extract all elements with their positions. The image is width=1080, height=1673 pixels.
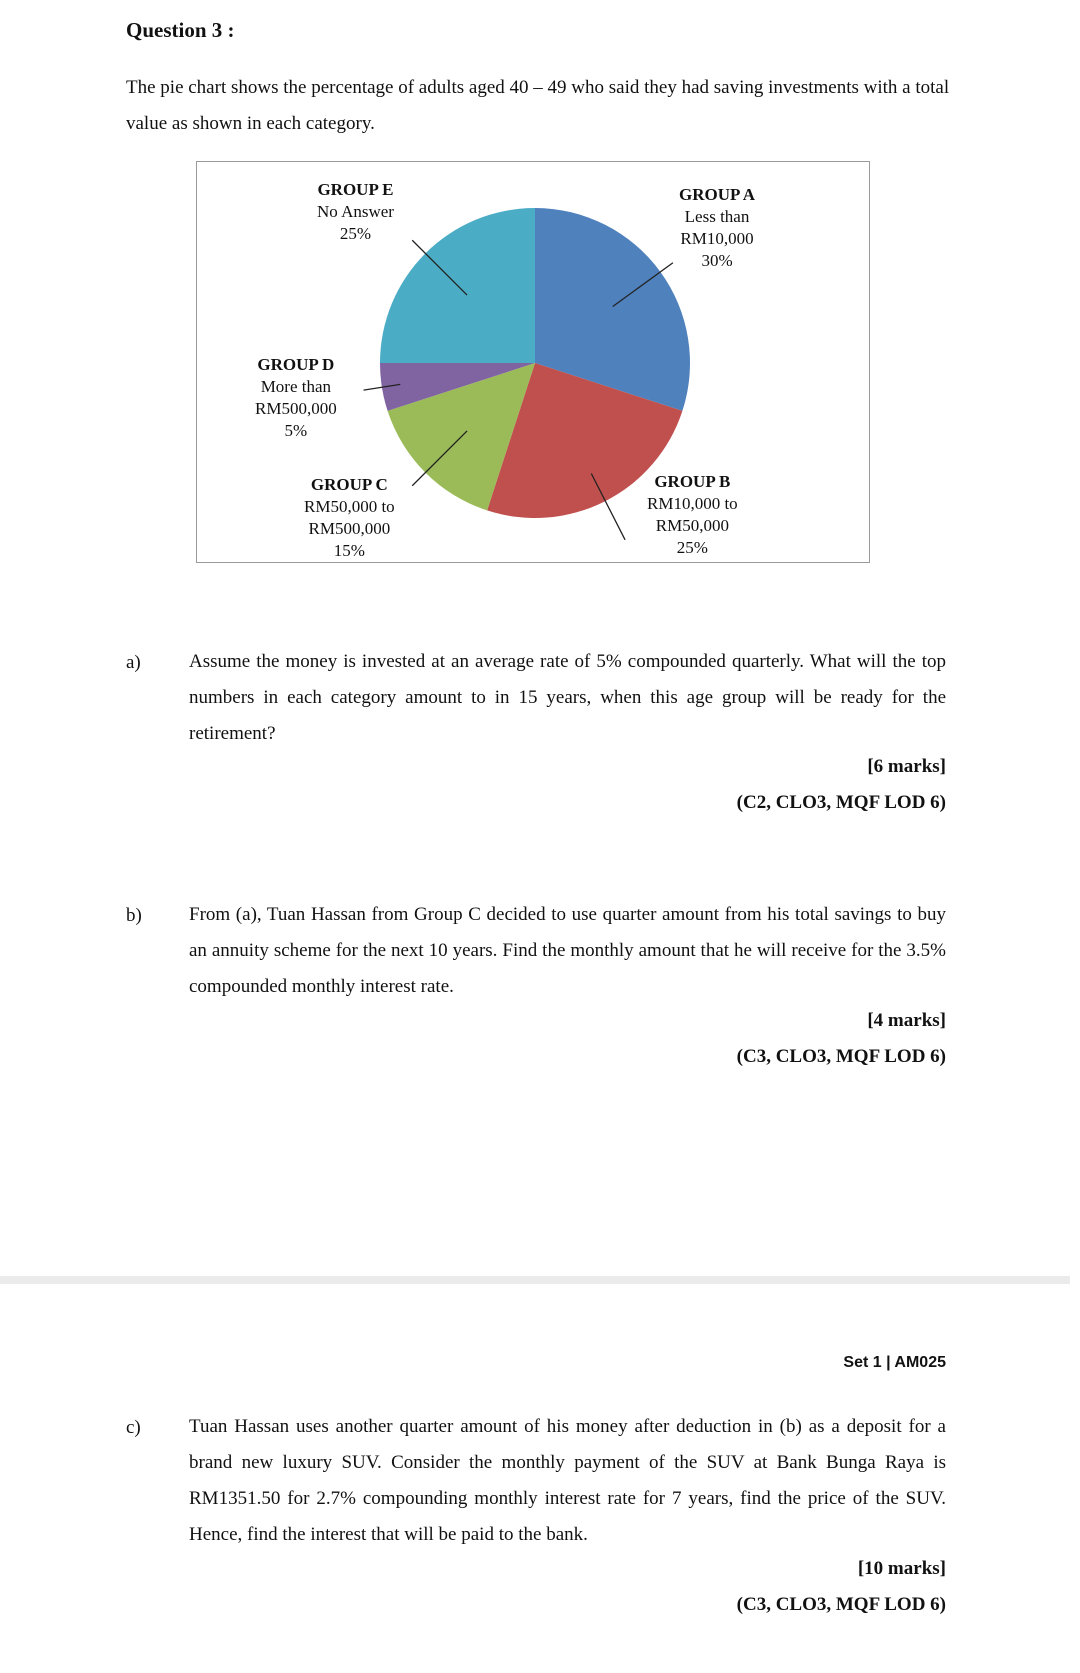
label-group-e-name: GROUP E — [317, 180, 394, 199]
question-a-text: Assume the money is invested at an average rate of 5% compounded quarterly. What will the top numbers in each category amount to in 15 years, when this age group will be ready for the retirement? — [189, 651, 946, 744]
label-group-b-desc2: RM50,000 — [655, 516, 729, 535]
label-group-c-desc1: RM50,000 to — [304, 497, 395, 516]
page-divider — [0, 1276, 1070, 1284]
question-c-letter: c) — [126, 1417, 141, 1438]
label-group-d-desc1: More than — [260, 377, 332, 396]
question-a-marks: [6 marks] — [867, 756, 946, 777]
label-group-b-name: GROUP B — [654, 472, 731, 491]
label-group-b-pct: 25% — [676, 538, 708, 557]
question-c-marks: [10 marks] — [857, 1558, 946, 1579]
label-group-d-desc2: RM500,000 — [255, 399, 337, 418]
question-c-text: Tuan Hassan uses another quarter amount of his money after deduction in (b) as a deposit for a brand new luxury SUV. Consider the monthly payment of the SUV at Bank Bunga Raya is RM1351.50 for 2.7% compounding monthly interest rate for 7 years, find the price of the SUV. Hence, find the interest that will be paid to the bank. — [189, 1416, 946, 1545]
question-c-clo: (C3, CLO3, MQF LOD 6) — [736, 1594, 946, 1615]
label-group-e-desc1: No Answer — [317, 202, 394, 221]
label-group-c-desc2: RM500,000 — [308, 519, 391, 538]
label-group-a — [679, 184, 755, 272]
question-b-letter: b) — [126, 905, 142, 926]
label-group-d-pct: 5% — [284, 421, 308, 440]
question-title: Question 3 : — [126, 18, 235, 42]
pie-chart-frame — [196, 161, 870, 563]
question-b-marks: [4 marks] — [867, 1010, 946, 1031]
label-group-c-pct: 15% — [333, 541, 365, 560]
question-intro: The pie chart shows the percentage of adults aged 40 – 49 who said they had saving investments with a total value as shown in each category. — [126, 77, 950, 134]
label-group-a-desc1: Less than — [684, 207, 750, 226]
question-b-clo: (C3, CLO3, MQF LOD 6) — [736, 1046, 946, 1067]
question-b-text: From (a), Tuan Hassan from Group C decided to use quarter amount from his total savings to buy an annuity scheme for the next 10 years. Find the monthly amount that he will receive for the 3.5% compounded monthly interest rate. — [189, 904, 946, 997]
label-group-c-name: GROUP C — [310, 475, 388, 494]
question-a-letter: a) — [126, 652, 141, 673]
label-group-b — [647, 471, 738, 559]
label-group-a-name: GROUP A — [679, 185, 756, 204]
set-label: Set 1 | AM025 — [843, 1354, 946, 1371]
label-group-a-pct: 30% — [701, 251, 733, 270]
label-group-c — [304, 474, 395, 562]
label-group-b-desc1: RM10,000 to — [647, 494, 738, 513]
label-group-e-pct: 25% — [339, 224, 372, 243]
question-a-clo: (C2, CLO3, MQF LOD 6) — [736, 792, 946, 813]
label-group-a-desc2: RM10,000 — [680, 229, 754, 248]
label-group-d-name: GROUP D — [257, 355, 335, 374]
label-group-e — [317, 179, 394, 245]
label-group-d — [255, 354, 337, 442]
